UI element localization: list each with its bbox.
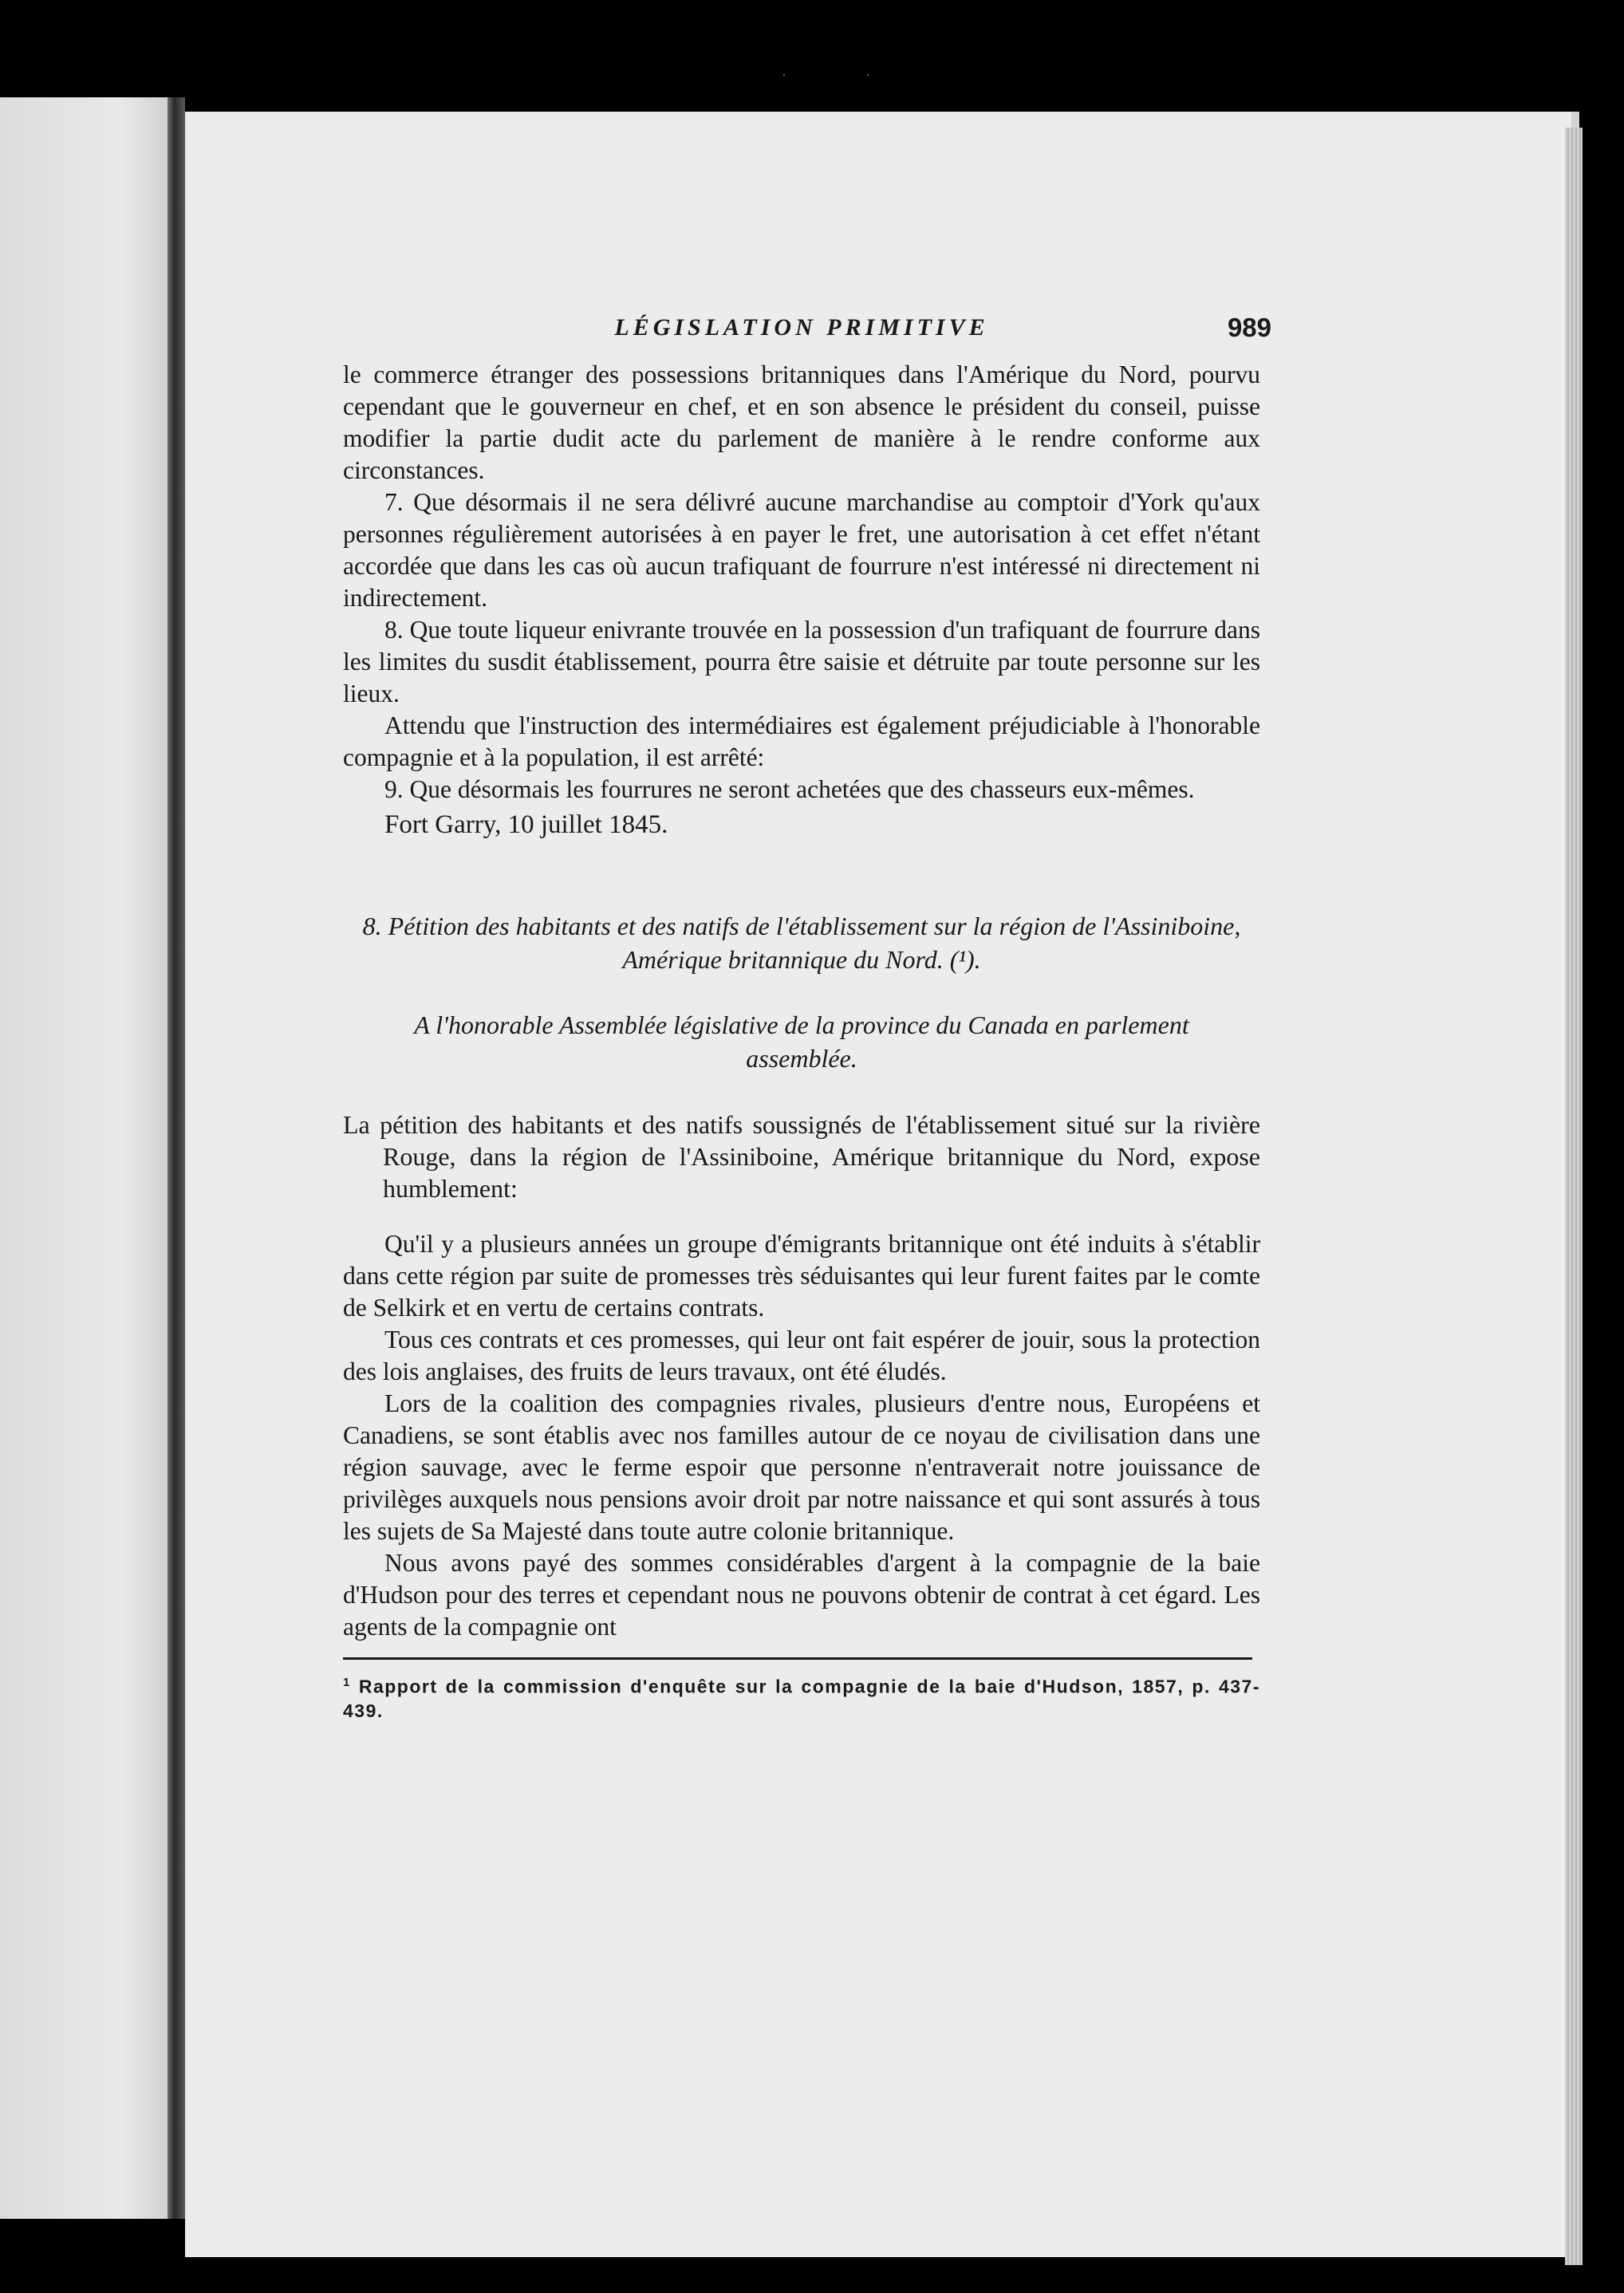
section-title-text: 8. Pétition des habitants et des natifs de l'établissement sur la région de l'Assiniboine, Amérique britannique du Nord. bbox=[362, 912, 1241, 974]
running-head bbox=[343, 303, 1271, 359]
page-stack-edge bbox=[1565, 128, 1583, 2265]
page-content bbox=[343, 303, 1271, 1723]
footnote-divider bbox=[343, 1657, 1252, 1660]
petition-paragraph: Qu'il y a plusieurs années un groupe d'émigrants britannique ont été induits à s'établir dans cette région par suite de promesses très séduisantes qui leur furent faites par le comte de Selkirk et en vertu de certains contrats. bbox=[343, 1230, 1260, 1322]
book-gutter bbox=[168, 97, 185, 2219]
footnote-mark: 1 bbox=[343, 1676, 351, 1689]
page-number: 989 bbox=[1227, 313, 1271, 342]
left-page-margin bbox=[0, 97, 172, 2219]
running-title: LÉGISLATION PRIMITIVE bbox=[614, 314, 989, 341]
footnote-reference: (¹). bbox=[949, 945, 981, 974]
footnote-text: Rapport de la commission d'enquête sur la compagnie de la baie d'Hudson, 1857, p. 437-439. bbox=[343, 1676, 1260, 1721]
petition-paragraph: Lors de la coalition des compagnies rivales, plusieurs d'entre nous, Européens et Canadiens, se sont établis avec nos familles autour de ce noyau de civilisation dans une région sauvage, avec le ferme espoir que personne n'entraverait notre jouissance de privilèges auxquels nous pensions avoir droit par notre naissance et qui sont assurés à tous les sujets de Sa Majesté dans toute autre colonie britannique. bbox=[343, 1389, 1260, 1545]
address-line: A l'honorable Assemblée législative de la province du Canada en parlement assemblée. bbox=[414, 1011, 1189, 1073]
petition-opening: La pétition des habitants et des natifs soussignés de l'établissement situé sur la rivière Rouge, dans la région de l'Assiniboine, Amérique britannique du Nord, expose humblement: bbox=[343, 1110, 1260, 1203]
section-title bbox=[343, 909, 1260, 976]
petition-paragraph: Nous avons payé des sommes considérables d'argent à la compagnie de la baie d'Hudson pour des terres et cependant nous ne pouvons obtenir de contrat à cet égard. Les agents de la compagnie ont bbox=[343, 1549, 1260, 1641]
footnote bbox=[343, 1671, 1260, 1723]
article-8: 8. Que toute liqueur enivrante trouvée en la possession d'un trafiquant de fourrure dans les limites du susdit établissement, pourra être saisie et détruite par toute personne sur les lieux. bbox=[343, 616, 1260, 707]
continued-paragraph: le commerce étranger des possessions britanniques dans l'Amérique du Nord, pourvu cependant que le gouverneur en chef, et en son absence le président du conseil, puisse modifier la partie dudit acte du parlement de manière à le rendre conforme aux circonstances. bbox=[343, 360, 1260, 484]
article-9: 9. Que désormais les fourrures ne seront achetées que des chasseurs eux-mêmes. bbox=[384, 775, 1195, 803]
petition-paragraph: Tous ces contrats et ces promesses, qui leur ont fait espérer de jouir, sous la protection des lois anglaises, des fruits de leurs travaux, ont été éludés. bbox=[343, 1326, 1260, 1385]
attendu-paragraph: Attendu que l'instruction des intermédiaires est également préjudiciable à l'honorable compagnie et à la population, il est arrêté: bbox=[343, 711, 1260, 771]
closing-line: Fort Garry, 10 juillet 1845. bbox=[384, 810, 668, 839]
scan-specks: · · bbox=[782, 67, 870, 83]
article-7: 7. Que désormais il ne sera délivré aucune marchandise au comptoir d'York qu'aux personnes régulièrement autorisées à en payer le fret, une autorisation à cet effet n'étant accordée que dans les cas où aucun trafiquant de fourrure n'est intéressé ni directement ni indirectement. bbox=[343, 488, 1260, 612]
